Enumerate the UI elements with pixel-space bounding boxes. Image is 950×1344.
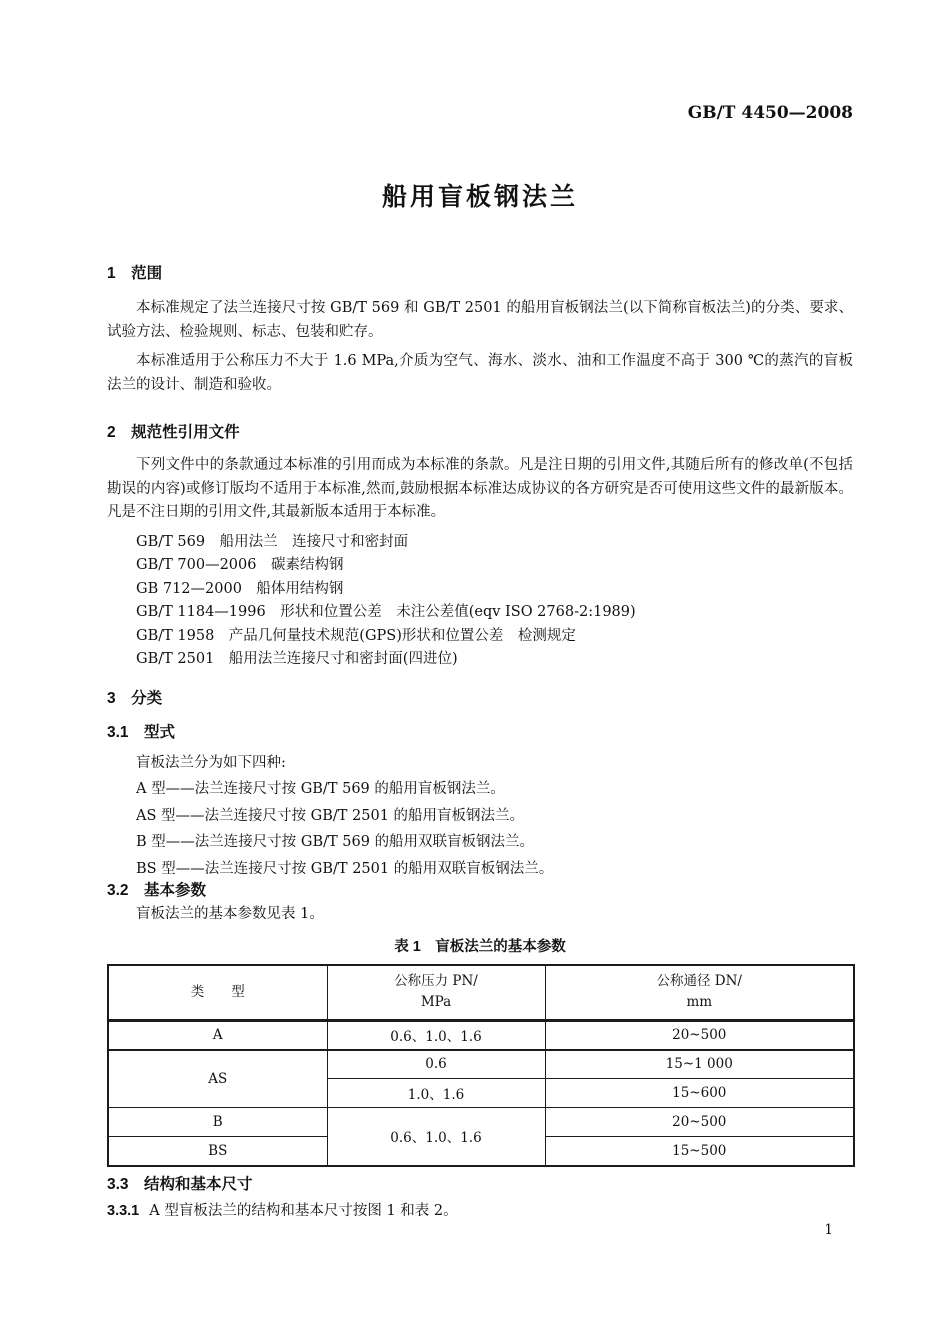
section-2-paragraph-1: 下列文件中的条款通过本标准的引用而成为本标准的条款。凡是注日期的引用文件,其随后所有的修改单(不包括勘误的内容)或修订版均不适用于本标准,然而,鼓励根据本标准达成协议的各方研究是否可使用这些文件的最新版本。凡是不注日期的引用文件,其最新版本适用于本标准。 <box>107 457 853 520</box>
cell-a-dn: 20~500 <box>545 1021 854 1050</box>
table-header-row <box>108 965 854 1021</box>
header-nominal-diameter-line2: mm <box>686 994 713 1011</box>
cell-bs-dn: 15~500 <box>545 1137 854 1166</box>
cell-as-dn-1: 15~1 000 <box>545 1050 854 1079</box>
table-row-a <box>108 1021 854 1050</box>
cell-as-type: AS <box>108 1050 327 1108</box>
type-item-as: AS 型——法兰连接尺寸按 GB/T 2501 的船用盲板钢法兰。 <box>136 807 525 824</box>
flange-type-list <box>107 750 853 883</box>
table-row-b <box>108 1108 854 1137</box>
reference-item-4: GB/T 1184—1996 形状和位置公差 未注公差值(eqv ISO 2768-2:1989) <box>136 604 636 620</box>
header-nominal-pressure <box>327 965 545 1021</box>
table-1-intro: 盲板法兰的基本参数见表 1。 <box>136 906 324 922</box>
section-1-paragraph-2: 本标准适用于公称压力不大于 1.6 MPa,介质为空气、海水、淡水、油和工作温度不高于 300 ℃的蒸汽的盲板法兰的设计、制造和验收。 <box>107 353 853 393</box>
section-2-heading: 2 规范性引用文件 <box>107 424 240 441</box>
cell-a-pn: 0.6、1.0、1.6 <box>327 1021 545 1050</box>
table-row-as-1 <box>108 1050 854 1079</box>
type-item-bs: BS 型——法兰连接尺寸按 GB/T 2501 的船用双联盲板钢法兰。 <box>136 860 554 877</box>
reference-item-1: GB/T 569 船用法兰 连接尺寸和密封面 <box>136 533 409 550</box>
reference-item-6: GB/T 2501 船用法兰连接尺寸和密封面(四进位) <box>136 651 458 667</box>
section-3-2-heading: 3.2 基本参数 <box>107 882 207 899</box>
header-type: 类 型 <box>108 965 327 1021</box>
reference-list <box>107 531 853 672</box>
type-item-a: A 型——法兰连接尺寸按 GB/T 569 的船用盲板钢法兰。 <box>136 781 505 797</box>
section-1-heading: 1 范围 <box>107 265 163 282</box>
cell-bs-type: BS <box>108 1137 327 1166</box>
page-number: 1 <box>824 1222 833 1238</box>
header-nominal-pressure-line2: MPa <box>420 994 452 1011</box>
table-1-caption: 表 1 盲板法兰的基本参数 <box>394 938 566 955</box>
cell-as-pn-1: 0.6 <box>327 1050 545 1079</box>
type-list-intro: 盲板法兰分为如下四种: <box>136 754 286 771</box>
section-3-heading: 3 分类 <box>107 689 163 707</box>
section-1-paragraph-1: 本标准规定了法兰连接尺寸按 GB/T 569 和 GB/T 2501 的船用盲板钢法兰(以下简称盲板法兰)的分类、要求、试验方法、检验规则、标志、包装和贮存。 <box>107 300 853 340</box>
cell-a-type: A <box>108 1021 327 1050</box>
cell-b-dn: 20~500 <box>545 1108 854 1137</box>
reference-item-3: GB 712—2000 船体用结构钢 <box>136 580 344 597</box>
type-item-b: B 型——法兰连接尺寸按 GB/T 569 的船用双联盲板钢法兰。 <box>136 834 535 850</box>
cell-as-dn-2: 15~600 <box>545 1079 854 1108</box>
document-title: 船用盲板钢法兰 <box>381 183 578 211</box>
reference-item-2: GB/T 700—2006 碳素结构钢 <box>136 557 344 573</box>
standard-number: GB/T 4450—2008 <box>687 103 853 123</box>
table-1-basic-parameters <box>107 964 855 1167</box>
section-3-1-heading: 3.1 型式 <box>107 723 176 741</box>
header-nominal-diameter <box>545 965 854 1021</box>
cell-b-bs-pn: 0.6、1.0、1.6 <box>327 1108 545 1166</box>
header-nominal-pressure-line1: 公称压力 PN/ <box>394 973 478 990</box>
reference-item-5: GB/T 1958 产品几何量技术规范(GPS)形状和位置公差 检测规定 <box>136 627 576 644</box>
clause-3-3-1-number: 3.3.1 <box>107 1202 140 1219</box>
cell-as-pn-2: 1.0、1.6 <box>327 1079 545 1108</box>
clause-3-3-1-text: A 型盲板法兰的结构和基本尺寸按图 1 和表 2。 <box>149 1202 458 1219</box>
cell-b-type: B <box>108 1108 327 1137</box>
header-nominal-diameter-line1: 公称通径 DN/ <box>656 973 742 990</box>
clause-3-3-1 <box>107 1200 853 1224</box>
section-3-3-heading: 3.3 结构和基本尺寸 <box>107 1175 253 1193</box>
